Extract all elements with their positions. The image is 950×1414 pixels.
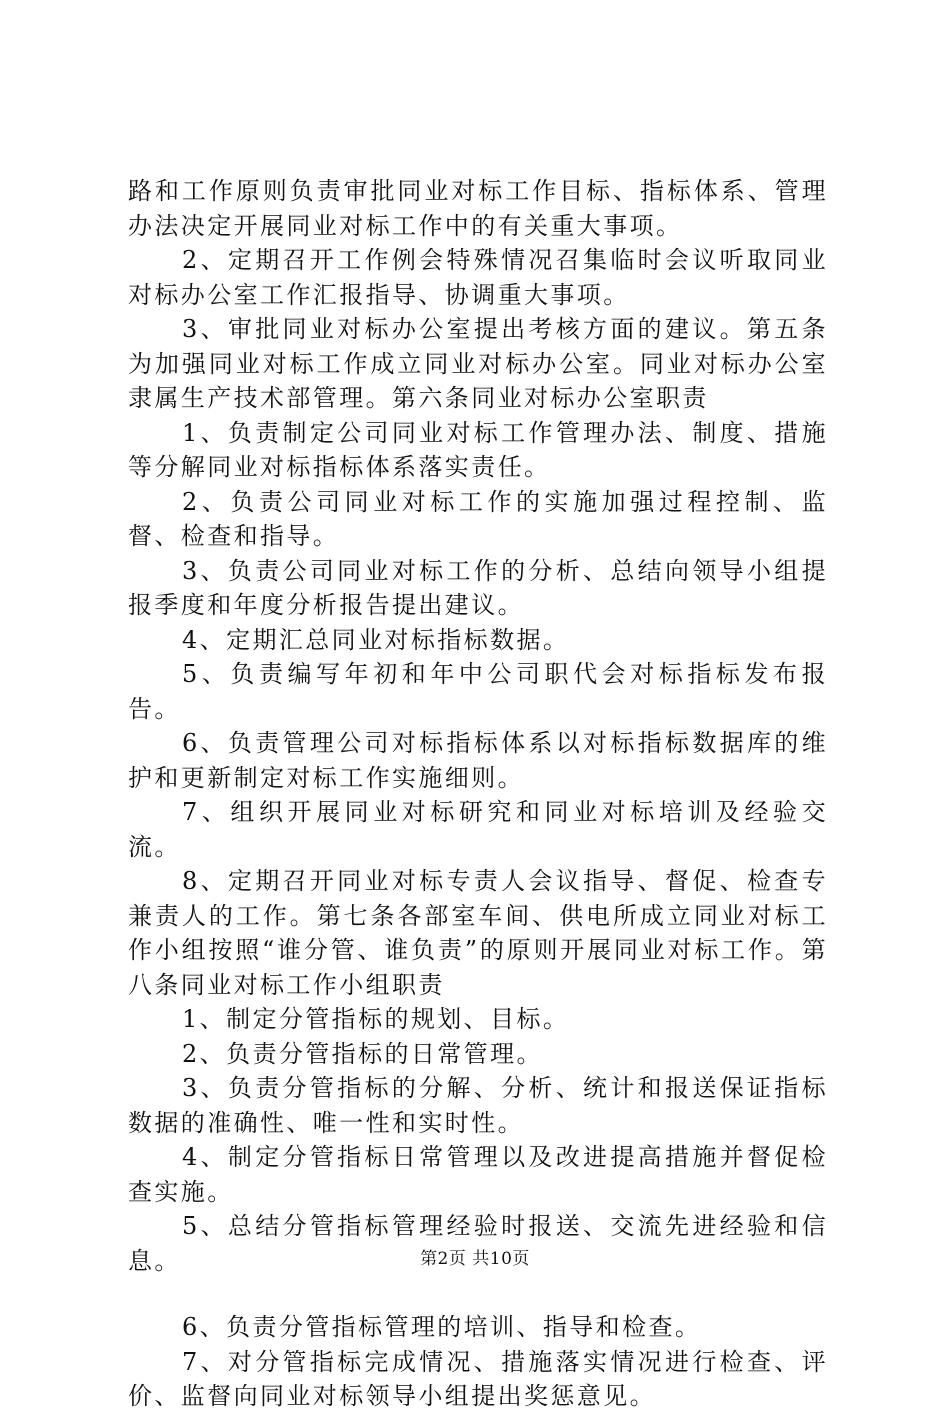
page-footer xyxy=(0,1244,950,1269)
paragraph: 2、负责分管指标的日常管理。 xyxy=(182,1039,543,1068)
paragraph: 1、制定分管指标的规划、目标。 xyxy=(182,1005,570,1033)
paragraph: 7、组织开展同业对标研究和同业对标培训及经验交流。 xyxy=(128,798,828,861)
paragraph: 3、审批同业对标办公室提出考核方面的建议。第五条为加强同业对标工作成立同业对标办公室。同业对标办公室隶属生产技术部管理。第六条同业对标办公室职责 xyxy=(128,315,828,412)
paragraph: 3、负责公司同业对标工作的分析、总结向领导小组提报季度和年度分析报告提出建议。 xyxy=(128,556,828,619)
paragraph: 1、负责制定公司同业对标工作管理办法、制度、措施等分解同业对标指标体系落实责任。 xyxy=(128,418,828,481)
paragraph: 路和工作原则负责审批同业对标工作目标、指标体系、管理办法决定开展同业对标工作中的有关重大事项。 xyxy=(128,177,828,240)
paragraph: 4、制定分管指标日常管理以及改进提高措施并督促检查实施。 xyxy=(128,1143,828,1206)
paragraph: 2、负责公司同业对标工作的实施加强过程控制、监督、检查和指导。 xyxy=(128,487,828,550)
paragraph: 5、负责编写年初和年中公司职代会对标指标发布报告。 xyxy=(128,660,828,723)
paragraph: 6、负责管理公司对标指标体系以对标指标数据库的维护和更新制定对标工作实施细则。 xyxy=(128,729,828,792)
document-body xyxy=(128,174,828,1414)
paragraph: 6、负责分管指标管理的培训、指导和检查。 xyxy=(182,1313,702,1341)
paragraph: 5、总结分管指标管理经验时报送、交流先进经验和信息。 xyxy=(128,1212,828,1275)
paragraph: 8、定期召开同业对标专责人会议指导、督促、检查专兼责人的工作。第七条各部室车间、供电所成立同业对标工作小组按照“谁分管、谁负责”的原则开展同业对标工作。第八条同业对标工作小组职责 xyxy=(128,867,828,999)
paragraph: 2、定期召开工作例会特殊情况召集临时会议听取同业对标办公室工作汇报指导、协调重大事项。 xyxy=(128,246,828,309)
paragraph: 4、定期汇总同业对标指标数据。 xyxy=(182,625,570,654)
paragraph: 3、负责分管指标的分解、分析、统计和报送保证指标数据的准确性、唯一性和实时性。 xyxy=(128,1074,828,1137)
page-number-label: 第2页 共10页 xyxy=(420,1249,530,1269)
paragraph: 7、对分管指标完成情况、措施落实情况进行检查、评价、监督向同业对标领导小组提出奖惩意见。 xyxy=(128,1347,828,1410)
paragraph-spacer xyxy=(128,1278,828,1310)
